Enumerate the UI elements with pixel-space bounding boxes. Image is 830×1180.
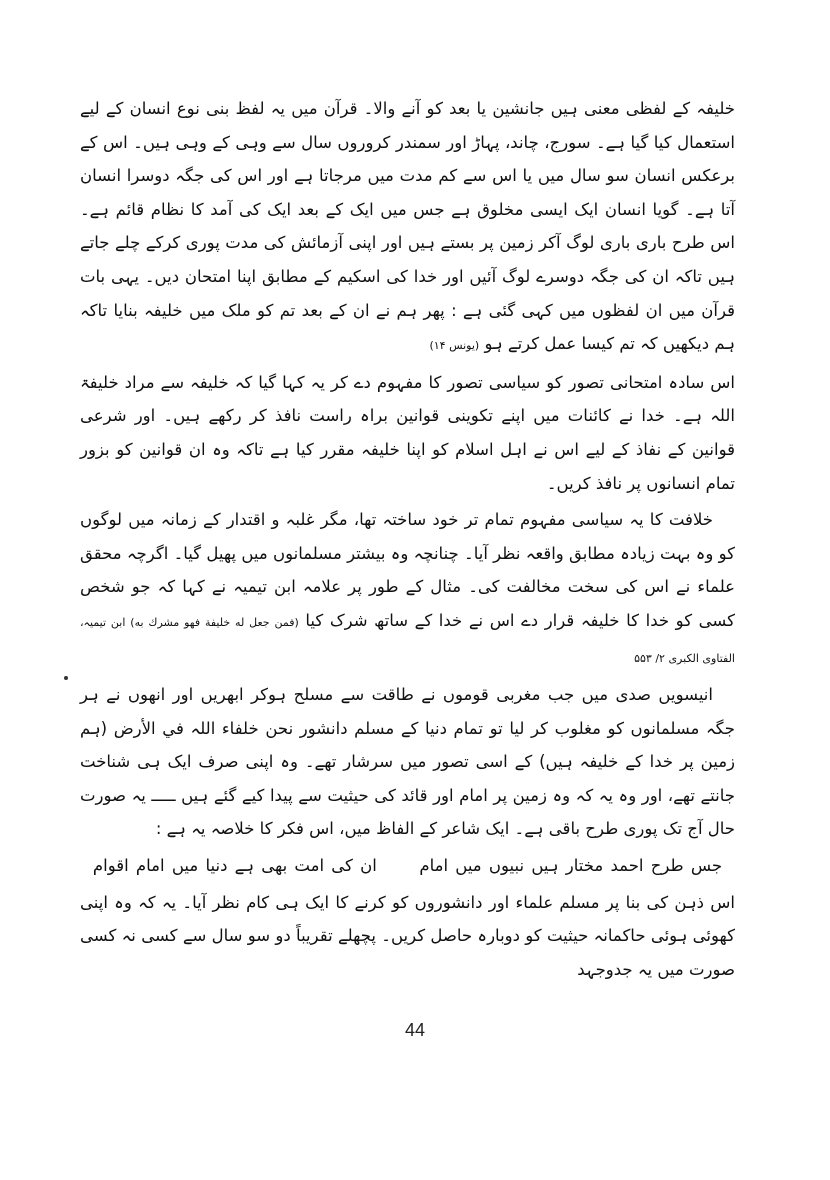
paragraph-closing [80, 886, 735, 987]
ibn-taymiyya-reference: (فمن جعل له خليفة فهو مشرك به) ابن تیمیہ، الفتاوی الکبری ۲/ ۵۵۳ [80, 615, 735, 665]
paragraph-khilafat [80, 503, 735, 675]
body-text [80, 92, 735, 986]
verse-line-1: جس طرح احمد مختار ہیں نبیوں میں امام [419, 856, 723, 876]
verse-line-2: ان کی امت بھی ہے دنیا میں امام اقوام [92, 856, 377, 876]
paragraph-khalifa-meaning [80, 92, 735, 363]
quran-reference: (یونس ۱۴) [429, 339, 480, 353]
paragraph-political-concept [80, 366, 735, 500]
paragraph-text: اس سادہ امتحانی تصور کو سیاسی تصور کا مفہوم دے کر یہ کہا گیا کہ خلیفہ سے مراد خلیفۃ اللہ ہے۔ خدا نے کائنات میں اپنے تکوینی قوانین براہ راست نافذ کر رکھے ہیں۔ اور شرعی قوانین کے نفاذ کے لیے اس نے اہل اسلام کو اپنا خلیفہ مقرر کیا ہے تاکہ وہ ان قوانین کو بزور تمام انسانوں پر نافذ کریں۔ [80, 372, 735, 493]
paragraph-nineteenth-century [80, 678, 735, 846]
poetry-verse [80, 849, 735, 883]
paragraph-text: انیسویں صدی میں جب مغربی قوموں نے طاقت سے مسلح ہوکر ابھریں اور انھوں نے ہر جگہ مسلمانوں کو مغلوب کر لیا تو تمام دنیا کے مسلم دانشور نحن خلفاء اللہ في الأرض (ہم زمین پر خدا کے خلیفہ ہیں) کے اسی تصور میں سرشار تھے۔ وہ اپنی صرف ایک ہی شناخت جانتے تھے، اور وہ یہ کہ وہ زمین پر امام اور قائد کی حیثیت سے پیدا کیے گئے ہیں ـــــ یہ صورت حال آج تک پوری طرح باقی ہے۔ ایک شاعر کے الفاظ میں، اس فکر کا خلاصہ یہ ہے : [80, 685, 735, 839]
paragraph-text: خلیفہ کے لفظی معنی ہیں جانشین یا بعد کو آنے والا۔ قرآن میں یہ لفظ بنی نوع انسان کے لیے استعمال کیا گیا ہے۔ سورج، چاند، پہاڑ اور سمندر کروروں سال سے وہی کے وہی ہیں۔ اس کے برعکس انسان سو سال میں یا اس سے کم مدت میں مرجاتا ہے اور اس کی جگہ دوسرا انسان آتا ہے۔ گویا انسان ایک ایسی مخلوق ہے جس میں ایک کے بعد ایک کی آمد کا نظام قائم ہے۔ اس طرح باری باری لوگ آکر زمین پر بستے ہیں اور اپنی آزمائش کی مدت پوری کرکے چلے جاتے ہیں تاکہ ان کی جگہ دوسرے لوگ آئیں اور خدا کی اسکیم کے مطابق اپنا امتحان دیں۔ یہی بات قرآن میں ان لفظوں میں کہی گئی ہے : پھر ہم نے ان کے بعد تم کو ملک میں خلیفہ بنایا تاکہ ہم دیکھیں کہ تم کیسا عمل کرتے ہو [80, 99, 735, 354]
margin-mark [64, 676, 68, 680]
paragraph-text: خلافت کا یہ سیاسی مفہوم تمام تر خود ساختہ تھا، مگر غلبہ و اقتدار کے زمانہ میں لوگوں کو وہ بہت زیادہ مطابق واقعہ نظر آیا۔ چنانچہ وہ بیشتر مسلمانوں میں پھیل گیا۔ اگرچہ محقق علماء نے اس کی سخت مخالفت کی۔ مثال کے طور پر علامہ ابن تیمیہ نے کہا کہ جو شخص کسی کو خدا کا خلیفہ قرار دے اس نے خدا کے ساتھ شرک کیا [80, 510, 735, 630]
page-number: 44 [404, 1020, 426, 1040]
paragraph-text: اس ذہن کی بنا پر مسلم علماء اور دانشوروں کو کرنے کا ایک ہی کام نظر آیا۔ یہ کہ وہ اپنی کھوئی ہوئی حاکمانہ حیثیت کو دوبارہ حاصل کریں۔ پچھلے تقریباً دو سو سال سے کسی نہ کسی صورت میں یہ جدوجہد [80, 892, 735, 979]
